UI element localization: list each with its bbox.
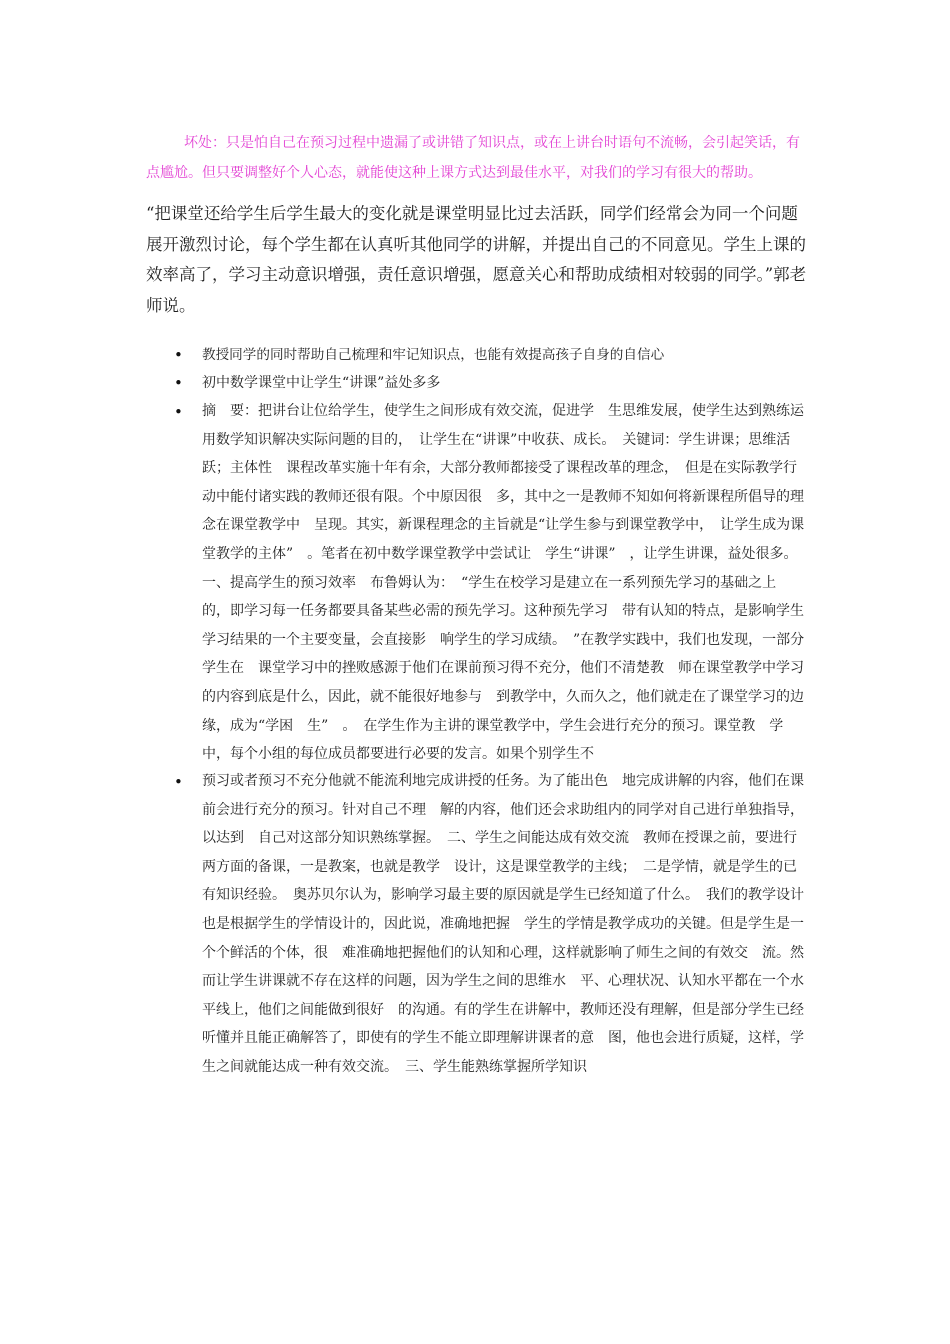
bullet-text: 预习或者预习不充分他就不能流利地完成讲授的任务。为了能出色 地完成讲解的内容，他们在课前会进行充分的预习。针对自己不理 解的内容，他们还会求助组内的同学对自己进行单独指导，以达到 自己对这部分知识熟练掌握。 二、学生之间能达成有效交流 教师在授课之前，要进行两方面的备课，一是教案，也就是教学 设计，这是课堂教学的主线； 二是学情，就是学生的已有知识经验。 奥苏贝尔认为，影响学习最主要的原因就是学生已经知道了什么。 我们的教学设计也是根据学生的学情设计的，因此说，准确地把握 学生的学情是教学成功的关键。但是学生是一个个鲜活的个体，很 难准确地把握他们的认知和心理，这样就影响了师生之间的有效交 流。然而让学生讲课就不存在这样的问题，因为学生之间的思维水 平、心理状况、认知水平都在一个水平线上，他们之间能做到很好 的沟通。有的学生在讲解中，教师还没有理解，但是部分学生已经 听懂并且能正确解答了，即使有的学生不能立即理解讲课者的意 图，他也会进行质疑，这样，学生之间就能达成一种有效交流。 三、学生能熟练掌握所学知识 [202,773,818,1075]
bullet-icon: • [174,374,183,392]
bullet-icon: • [174,773,183,791]
bullet-icon: • [174,346,183,364]
intro-paragraph: 坏处：只是怕自己在预习过程中遗漏了或讲错了知识点，或在上讲台时语句不流畅，会引起笑话，有点尴尬。但只要调整好个人心态，就能使这种上课方式达到最佳水平，对我们的学习有很大的帮助。 [146,135,800,181]
bullet-icon: • [174,403,183,421]
bullet-text: 教授同学的同时帮助自己梳理和牢记知识点，也能有效提高孩子自身的自信心 [202,347,665,363]
bullet-text: 初中数学课堂中让学生“讲课”益处多多 [202,375,441,391]
quote-paragraph: “把课堂还给学生后学生最大的变化就是课堂明显比过去活跃，同学们经常会为同一个问题展开激烈讨论，每个学生都在认真听其他同学的讲解，并提出自己的不同意见。学生上课的效率高了，学习主动意识增强，责任意识增强，愿意关心和帮助成绩相对较弱的同学。”郭老师说。 [146,204,807,315]
bullet-text: 摘 要：把讲台让位给学生，使学生之间形成有效交流，促进学 生思维发展，使学生达到熟练运用数学知识解决实际问题的目的， 让学生在“讲课”中收获、成长。 关键词：学生讲课；思维活跃；主体性 课程改革实施十年有余，大部分教师都接受了课程改革的理念， 但是在实际教学行动中能付诸实践的教师还很有限。个中原因很 多，其中之一是教师不知如何将新课程所倡导的理念在课堂教学中 呈现。其实，新课程理念的主旨就是“让学生参与到课堂教学中， 让学生成为课堂教学的主体” 。笔者在初中数学课堂教学中尝试让 学生“讲课” ，让学生讲课，益处很多。 一、提高学生的预习效率 布鲁姆认为： “学生在校学习是建立在一系列预先学习的基础之上 的，即学习每一任务都要具备某些必需的预先学习。这种预先学习 带有认知的特点，是影响学生学习结果的一个主要变量，会直接影 响学生的学习成绩。 ”在教学实践中，我们也发现，一部分学生在 课堂学习中的挫败感源于他们在课前预习得不充分，他们不清楚教 师在课堂教学中学习的内容到底是什么，因此，就不能很好地参与 到教学中，久而久之，他们就走在了课堂学习的边缘，成为“学困 生” 。 在学生作为主讲的课堂教学中，学生会进行充分的预习。课堂教 学中，每个小组的每位成员都要进行必要的发言。如果个别学生不 [202,403,805,763]
